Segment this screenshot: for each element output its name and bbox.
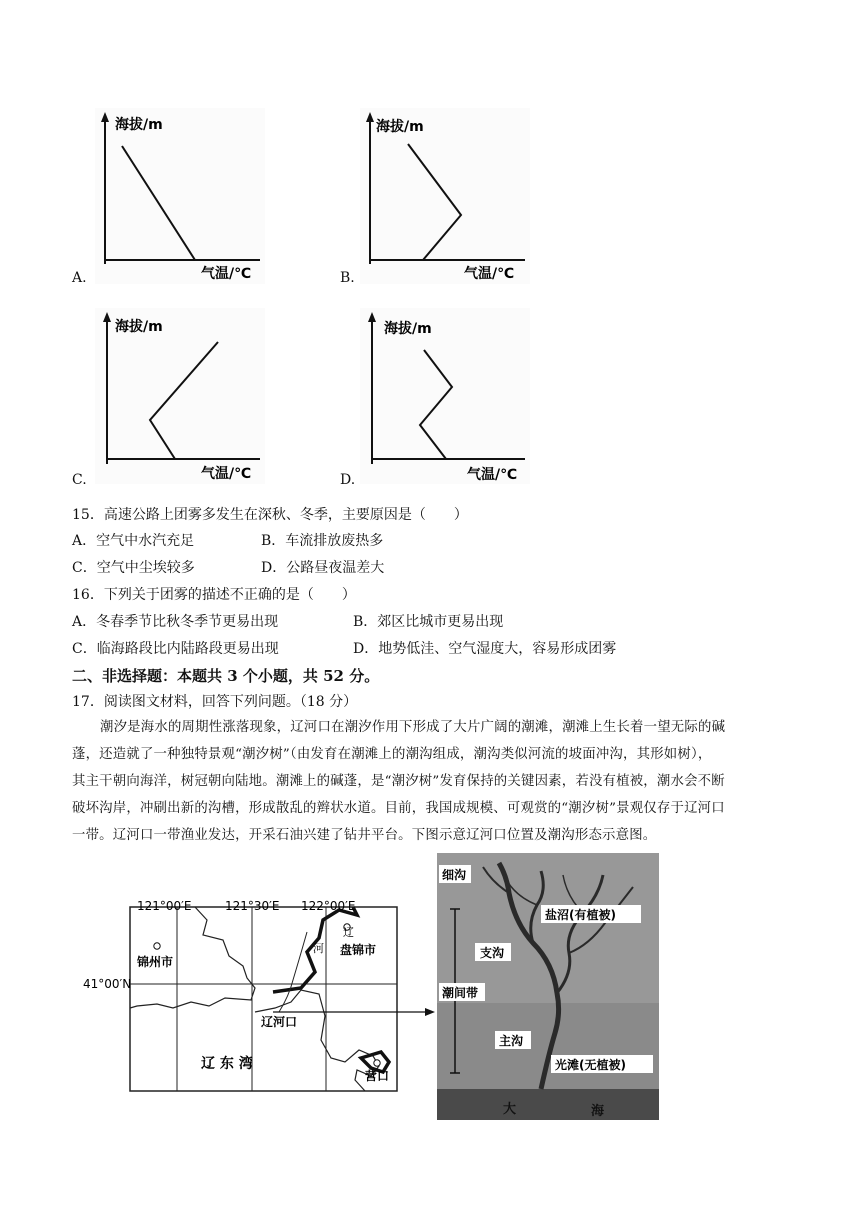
- q17-paragraph-line-3: 其主干朝向海洋，树冠朝向陆地。潮滩上的碱蓬，是“潮汐树”发育保持的关键因素，若没有植被，潮水会不断: [72, 774, 725, 789]
- graph-a-svg: [95, 108, 265, 284]
- jinzhou-marker: [154, 943, 160, 949]
- jinzhou-label: 锦州市: [137, 955, 174, 969]
- y-axis-arrow: [368, 312, 376, 322]
- graph-c-svg: [95, 308, 265, 484]
- map-svg: [75, 880, 435, 1120]
- q17-paragraph-line-4: 破坏沟岸，冲刷出新的沟槽，形成散乱的辫状水道。目前，我国成规模、可观赏的“潮汐树”景观仅存于辽河口: [72, 801, 725, 816]
- q16-option-a: A．冬春季节比秋冬季节更易出现: [72, 614, 279, 630]
- main-channel-label: 主沟: [499, 1034, 524, 1048]
- river-label-char-2: 河: [313, 942, 324, 955]
- pointer-arrow-head: [425, 1008, 435, 1016]
- graph-b-svg: [360, 108, 530, 284]
- x-axis-label: 气温/℃: [464, 266, 515, 282]
- q15-option-d: D．公路昼夜温差大: [261, 560, 385, 576]
- y-axis-label: 海拔/m: [115, 319, 163, 335]
- panjin-label: 盘锦市: [340, 943, 377, 957]
- option-d-label: D.: [340, 472, 356, 488]
- graph-b: [360, 108, 530, 284]
- tidal-creek-svg: [437, 853, 659, 1120]
- temperature-line: [150, 342, 218, 459]
- x-axis-label: 气温/℃: [201, 466, 252, 482]
- q15-option-b: B．车流排放废热多: [261, 533, 384, 549]
- tidal-creek-figure: [437, 853, 659, 1120]
- q15-stem: 15．高速公路上团雾多发生在深秋、冬季，主要原因是（ ）: [72, 507, 468, 523]
- temperature-line: [122, 146, 195, 260]
- river-label-char-1: 辽: [343, 926, 354, 939]
- intertidal-label: 潮间带: [442, 986, 479, 1000]
- liaohe-estuary-map: [75, 880, 435, 1120]
- q15-option-c: C．空气中尘埃较多: [72, 560, 195, 576]
- q16-stem: 16．下列关于团雾的描述不正确的是（ ）: [72, 587, 356, 603]
- graph-c: [95, 308, 265, 484]
- q15-option-a: A．空气中水汽充足: [72, 533, 195, 549]
- graph-a: [95, 108, 265, 284]
- sea-label-char-2: 海: [591, 1104, 605, 1119]
- fine-channel-label: 细沟: [442, 868, 467, 882]
- q17-paragraph-line-2: 蓬，还造就了一种独特景观“潮汐树”（由发育在潮滩上的潮沟组成，潮沟类似河流的坡面冲沟，其形如树），: [72, 747, 712, 762]
- q16-option-d: D．地势低洼、空气湿度大，容易形成团雾: [353, 641, 617, 657]
- y-axis-label: 海拔/m: [376, 119, 424, 135]
- option-c-label: C.: [72, 472, 87, 488]
- temperature-line: [408, 144, 461, 260]
- q16-option-b: B．郊区比城市更易出现: [353, 614, 504, 630]
- lat-41-00-label: 41°00′N: [83, 977, 132, 991]
- salt-marsh-label: 盐沼(有植被): [545, 908, 616, 922]
- x-axis-label: 气温/℃: [201, 266, 252, 282]
- branch-channel-label: 支沟: [480, 946, 505, 960]
- y-axis-label: 海拔/m: [115, 117, 163, 133]
- section-2-title: 二、非选择题：本题共 3 个小题，共 52 分。: [72, 667, 380, 685]
- q17-stem: 17．阅读图文材料，回答下列问题。（18 分）: [72, 694, 358, 710]
- yingkou-label: 营口: [365, 1069, 390, 1083]
- yingkou-marker: [374, 1060, 380, 1066]
- lon-121-30-label: 121°30′E: [225, 899, 280, 913]
- q17-paragraph-line-1: 潮汐是海水的周期性涨落现象，辽河口在潮汐作用下形成了大片广阔的潮滩，潮滩上生长着一望无际的碱: [100, 720, 726, 735]
- map-frame: [130, 907, 397, 1091]
- y-axis-label: 海拔/m: [384, 321, 432, 337]
- y-axis-arrow: [366, 112, 374, 122]
- option-a-label: A.: [72, 270, 87, 286]
- option-b-label: B.: [340, 270, 355, 286]
- lon-122-00-label: 122°00′E: [301, 899, 356, 913]
- estuary-label: 辽河口: [261, 1015, 298, 1029]
- lon-121-00-label: 121°00′E: [137, 899, 192, 913]
- graph-d-svg: [360, 308, 530, 484]
- q16-option-c: C．临海路段比内陆路段更易出现: [72, 641, 279, 657]
- y-axis-arrow: [101, 112, 109, 122]
- bare-flat-label: 光滩(无植被): [555, 1058, 626, 1072]
- graph-d: [360, 308, 530, 484]
- y-axis-arrow: [103, 312, 111, 322]
- bay-label: 辽 东 湾: [201, 1056, 253, 1072]
- sea-area: [437, 1089, 659, 1120]
- x-axis-label: 气温/℃: [467, 467, 518, 483]
- sea-label-char-1: 大: [503, 1102, 517, 1117]
- q17-paragraph-line-5: 一带。辽河口一带渔业发达，开采石油兴建了钻井平台。下图示意辽河口位置及潮沟形态示意图。: [72, 828, 657, 843]
- temperature-line: [420, 350, 452, 459]
